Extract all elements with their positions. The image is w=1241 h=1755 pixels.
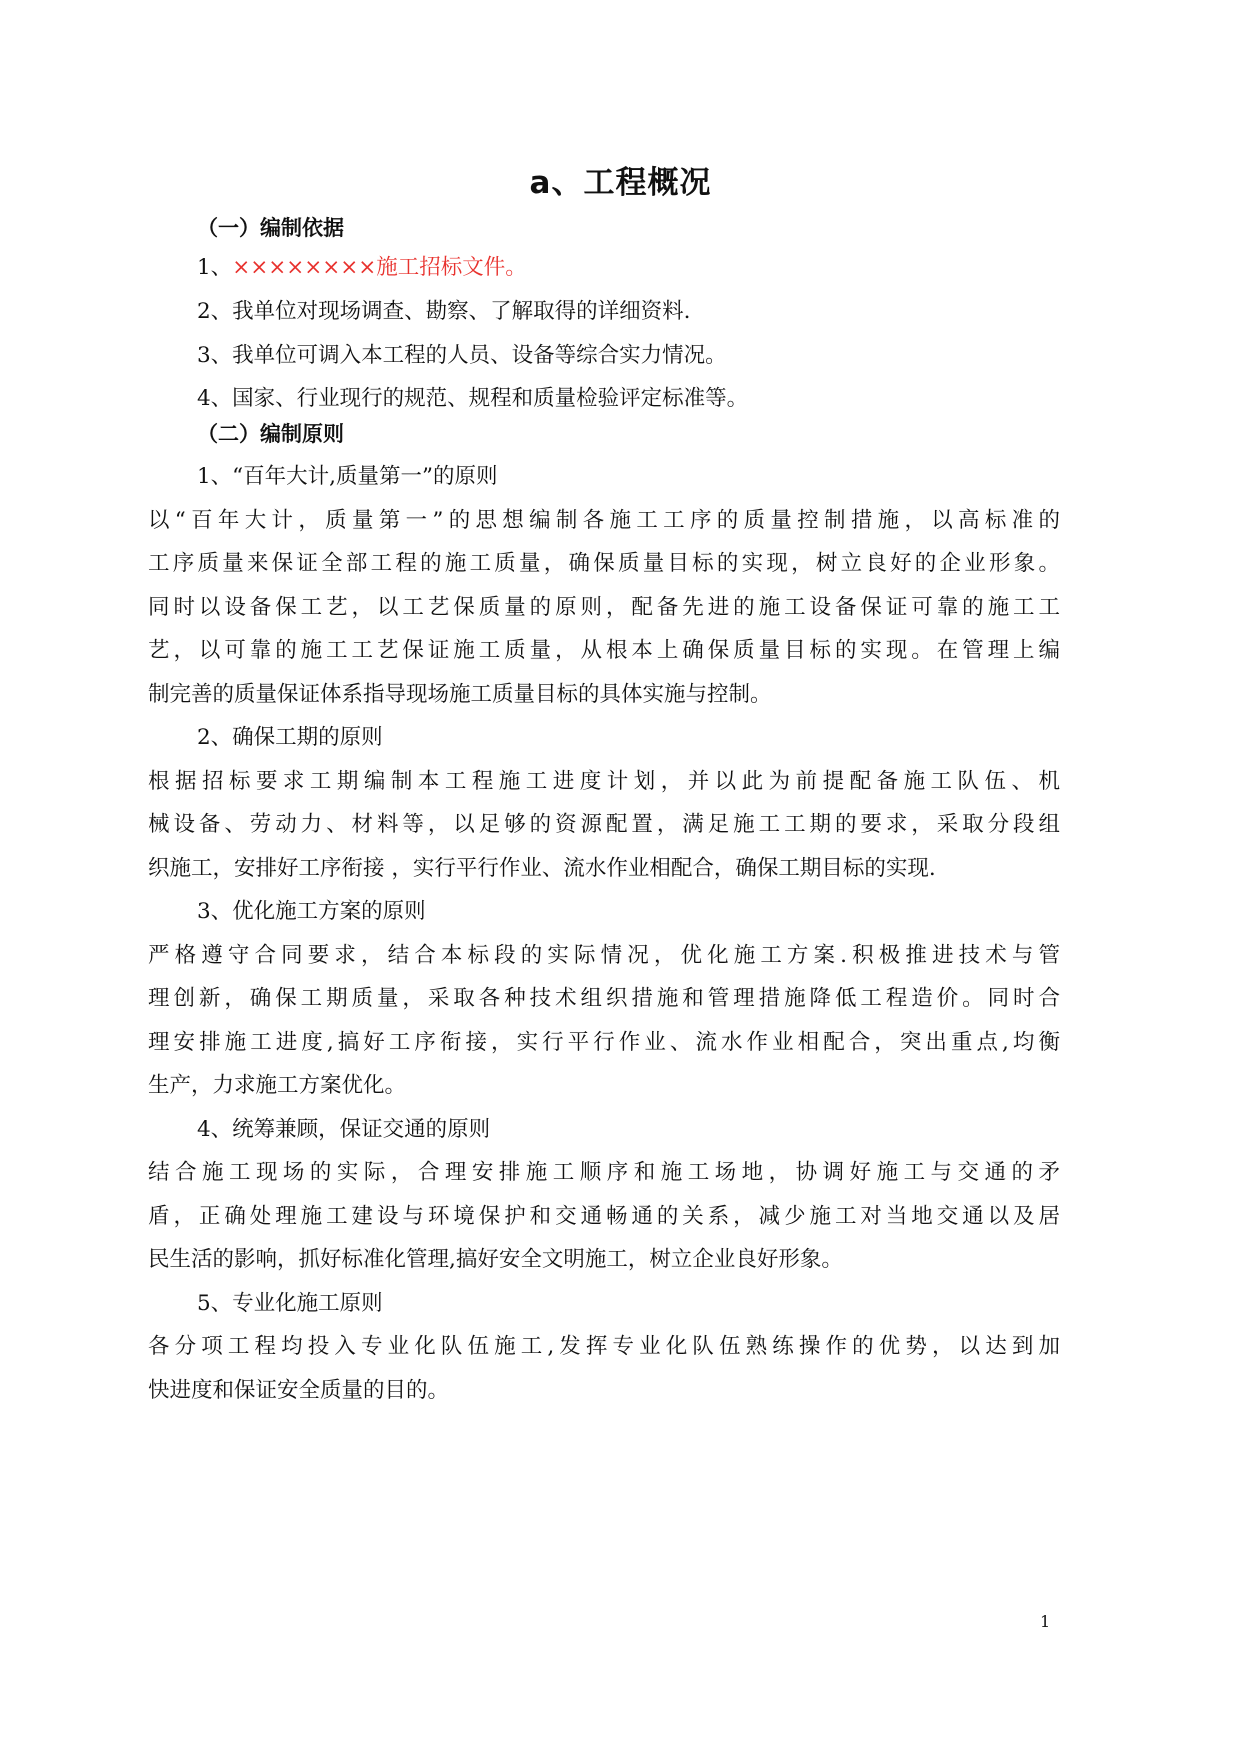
principle-5-line: 各分项工程均投入专业化队伍施工,发挥专业化队伍熟练操作的优势，以达到加 — [148, 1334, 1060, 1359]
basis-item-1-text: ××××××××施工招标文件。 — [232, 255, 527, 280]
principle-2-line: 根据招标要求工期编制本工程施工进度计划，并以此为前提配备施工队伍、机 — [148, 769, 1060, 794]
principle-1-line: 同时以设备保工艺，以工艺保质量的原则，配备先进的施工设备保证可靠的施工工 — [148, 595, 1060, 620]
principle-4-line: 盾，正确处理施工建设与环境保护和交通畅通的关系，减少施工对当地交通以及居 — [148, 1204, 1060, 1229]
principle-3-title: 3、优化施工方案的原则 — [197, 899, 426, 924]
section-heading-principles: （二）编制原则 — [197, 422, 344, 446]
principle-1-line: 制完善的质量保证体系指导现场施工质量目标的具体实施与控制。 — [148, 682, 772, 707]
principle-1-line: 以“百年大计，质量第一”的思想编制各施工工序的质量控制措施，以高标准的 — [148, 508, 1060, 533]
principle-1-title: 1、“百年大计,质量第一”的原则 — [197, 464, 498, 489]
principle-1-line: 工序质量来保证全部工程的施工质量，确保质量目标的实现，树立良好的企业形象。 — [148, 551, 1060, 576]
principle-2-line: 织施工，安排好工序衔接 ，实行平行作业、流水作业相配合，确保工期目标的实现. — [148, 856, 936, 881]
principle-2-title: 2、确保工期的原则 — [197, 725, 383, 750]
principle-1-line: 艺，以可靠的施工工艺保证施工质量，从根本上确保质量目标的实现。在管理上编 — [148, 638, 1060, 663]
principle-3-line: 严格遵守合同要求，结合本标段的实际情况，优化施工方案.积极推进技术与管 — [148, 943, 1060, 968]
basis-item-1-number: 1、 — [197, 255, 233, 280]
basis-item-4: 4、国家、行业现行的规范、规程和质量检验评定标准等。 — [197, 386, 749, 411]
basis-item-2: 2、我单位对现场调查、勘察、了解取得的详细资料. — [197, 299, 691, 324]
principle-4-title: 4、统筹兼顾，保证交通的原则 — [197, 1117, 491, 1142]
principle-3-line: 理创新，确保工期质量，采取各种技术组织措施和管理措施降低工程造价。同时合 — [148, 986, 1060, 1011]
page-number: 1 — [1040, 1612, 1051, 1631]
basis-item-1 — [197, 253, 527, 283]
section-heading-basis: （一）编制依据 — [197, 216, 344, 240]
basis-item-3: 3、我单位可调入本工程的人员、设备等综合实力情况。 — [197, 343, 727, 368]
principle-3-line: 理安排施工进度,搞好工序衔接，实行平行作业、流水作业相配合，突出重点,均衡 — [148, 1030, 1060, 1055]
principle-5-title: 5、专业化施工原则 — [197, 1291, 383, 1316]
principle-4-line: 结合施工现场的实际，合理安排施工顺序和施工场地，协调好施工与交通的矛 — [148, 1160, 1060, 1185]
principle-4-line: 民生活的影响，抓好标准化管理,搞好安全文明施工，树立企业良好形象。 — [148, 1247, 843, 1272]
principle-5-line: 快进度和保证安全质量的目的。 — [148, 1378, 450, 1403]
principle-3-line: 生产，力求施工方案优化。 — [148, 1073, 407, 1098]
page-title: a、工程概况 — [529, 165, 712, 201]
principle-2-line: 械设备、劳动力、材料等，以足够的资源配置，满足施工工期的要求，采取分段组 — [148, 812, 1060, 837]
